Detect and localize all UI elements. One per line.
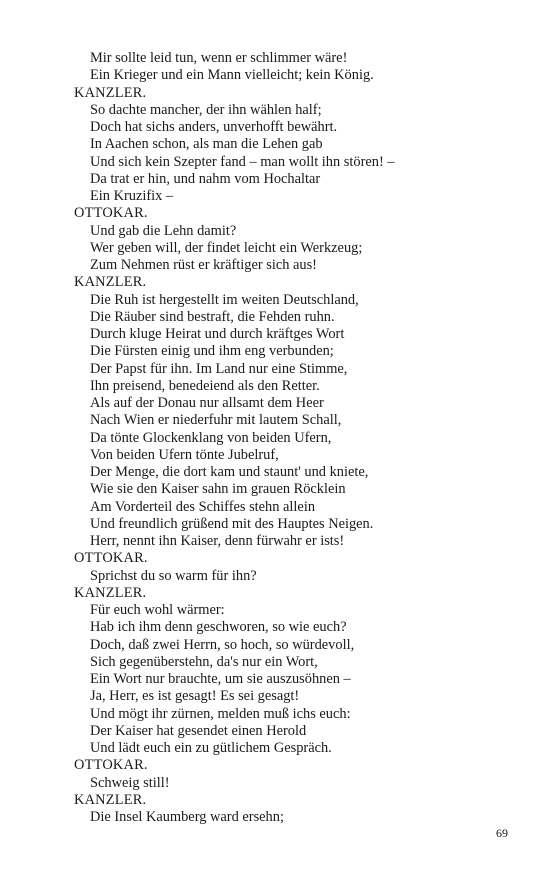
speaker-name: OTTOKAR. [74, 757, 148, 774]
speaker-name: KANZLER. [74, 84, 147, 101]
verse-line: Sich gegenüberstehn, da's nur ein Wort, [90, 653, 318, 670]
speaker-name: KANZLER. [74, 274, 147, 291]
verse-line: Und sich kein Szepter fand – man wollt ihn stören! – [90, 153, 395, 170]
verse-line: Durch kluge Heirat und durch kräftges Wort [90, 326, 345, 342]
verse-line: Wie sie den Kaiser sahn im grauen Röcklein [90, 481, 346, 498]
verse-line: Ein Krieger und ein Mann vielleicht; kein König. [90, 67, 374, 84]
verse-line: Der Menge, die dort kam und staunt' und kniete, [90, 464, 369, 480]
verse-line: Als auf der Donau nur allsamt dem Heer [90, 395, 324, 411]
dialogue-text-block [74, 50, 474, 826]
verse-line: Für euch wohl wärmer: [90, 602, 225, 618]
verse-line: Von beiden Ufern tönte Jubelruf, [90, 446, 279, 463]
speaker-name: KANZLER. [74, 791, 147, 808]
verse-line: Da tönte Glockenklang von beiden Ufern, [90, 429, 332, 446]
verse-line: Ein Wort nur brauchte, um sie auszusöhnen – [90, 671, 351, 687]
verse-line: Und gab die Lehn damit? [90, 222, 237, 239]
verse-line: Und mögt ihr zürnen, melden muß ichs euch: [90, 705, 351, 722]
speaker-name: OTTOKAR. [74, 205, 148, 222]
verse-line: Sprichst du so warm für ihn? [90, 567, 257, 584]
page-number: 69 [496, 826, 508, 840]
verse-line: So dachte mancher, der ihn wählen half; [90, 101, 322, 118]
verse-line: Herr, nennt ihn Kaiser, denn fürwahr er ists! [90, 533, 345, 549]
verse-line: Und freundlich grüßend mit des Hauptes Neigen. [90, 515, 374, 532]
verse-line: Doch hat sichs anders, unverhofft bewährt. [90, 119, 338, 135]
verse-line: Am Vorderteil des Schiffes stehn allein [90, 498, 316, 515]
speaker-name: OTTOKAR. [74, 550, 148, 567]
verse-line: Schweig still! [90, 774, 170, 791]
verse-line: Da trat er hin, und nahm vom Hochaltar [90, 170, 321, 187]
verse-line: Die Räuber sind bestraft, die Fehden ruhn. [90, 308, 335, 325]
verse-line: Hab ich ihm denn geschworen, so wie euch? [90, 619, 347, 636]
verse-line: Der Kaiser hat gesendet einen Herold [90, 722, 307, 739]
verse-line: Die Ruh ist hergestellt im weiten Deutschland, [90, 291, 359, 308]
verse-line: In Aachen schon, als man die Lehen gab [90, 136, 323, 153]
verse-line: Ihn preisend, benedeiend als den Retter. [90, 377, 320, 394]
verse-line: Mir sollte leid tun, wenn er schlimmer wäre! [90, 50, 348, 66]
verse-line: Und lädt euch ein zu gütlichem Gespräch. [90, 740, 332, 756]
verse-line: Ein Kruzifix – [90, 188, 174, 204]
verse-line: Nach Wien er niederfuhr mit lautem Schall, [90, 412, 342, 429]
verse-line: Zum Nehmen rüst er kräftiger sich aus! [90, 257, 317, 273]
verse-line: Wer geben will, der findet leicht ein Werkzeug; [90, 239, 363, 256]
verse-line: Doch, daß zwei Herrn, so hoch, so würdevoll, [90, 636, 355, 653]
verse-line: Die Insel Kaumberg ward ersehn; [90, 809, 284, 825]
verse-line: Der Papst für ihn. Im Land nur eine Stimme, [90, 360, 348, 377]
verse-line: Ja, Herr, es ist gesagt! Es sei gesagt! [90, 688, 300, 705]
speaker-name: KANZLER. [74, 584, 147, 601]
verse-line: Die Fürsten einig und ihm eng verbunden; [90, 343, 334, 360]
